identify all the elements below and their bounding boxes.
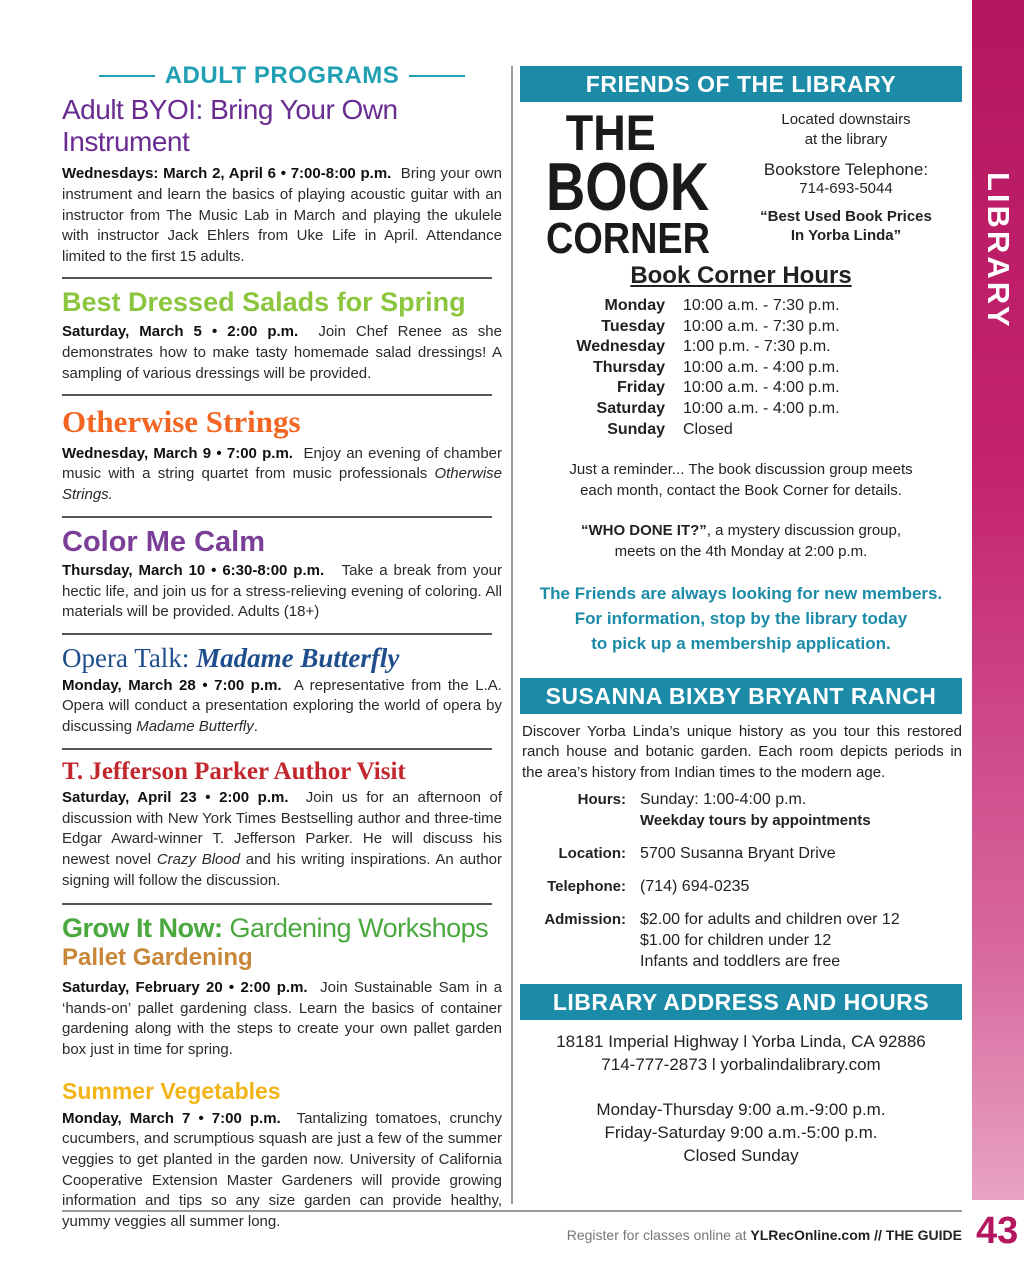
hours-day: Wednesday: [576, 338, 665, 356]
library-info-column: [520, 66, 962, 1167]
ranch-intro: Discover Yorba Linda’s unique history as you tour this restored ranch house and botanic garden. Each room depicts periods in the area’s history from Indian times to the modern age.: [522, 722, 962, 781]
ranch-row-admission: [520, 909, 962, 972]
book-corner-info: [730, 110, 962, 258]
event-when: Wednesdays: March 2, April 6 • 7:00-8:00 p.m.: [62, 165, 392, 183]
event-body-italic: Madame Butterfly: [136, 717, 254, 735]
ranch-value: [640, 789, 871, 831]
event-best-dressed-salads: [62, 287, 502, 384]
event-body-italic: Otherwise Strings.: [62, 465, 502, 503]
address-line: 18181 Imperial Highway l Yorba Linda, CA 92886: [556, 1032, 926, 1052]
divider: [62, 633, 492, 635]
ranch-value-line: $1.00 for children under 12: [640, 932, 832, 950]
workshop-description: [62, 1109, 502, 1233]
reminder-line: each month, contact the Book Corner for details.: [580, 481, 902, 499]
ranch-value-bold: Weekday tours by appointments: [640, 812, 871, 830]
garden-title: [62, 913, 502, 944]
event-adult-byoi: [62, 94, 502, 267]
hours-row: [520, 358, 962, 379]
ranch-key: Telephone:: [547, 878, 626, 896]
hours-day: Monday: [604, 297, 665, 314]
logo-line: CORNER: [546, 213, 710, 263]
ranch-value-line: 5700 Susanna Bryant Drive: [640, 845, 836, 863]
hours-time: 10:00 a.m. - 4:00 p.m.: [683, 399, 840, 417]
hours-time: 1:00 p.m. - 7:30 p.m.: [683, 338, 831, 356]
logo-line: BOOK: [546, 149, 710, 225]
hours-row: [520, 399, 962, 420]
side-tab-label: LIBRARY: [981, 172, 1016, 330]
event-title: Otherwise Strings: [62, 404, 301, 440]
divider: [62, 903, 492, 905]
friends-message-line: For information, stop by the library today: [574, 608, 908, 628]
workshop-when: Saturday, February 20 • 2:00 p.m.: [62, 978, 308, 996]
ranch-value-line: $2.00 for adults and children over 12: [640, 911, 900, 929]
tagline: “Best Used Book Prices: [760, 208, 932, 225]
hours-row: [520, 317, 962, 338]
hours-time: 10:00 a.m. - 4:00 p.m.: [683, 358, 840, 376]
event-when: Saturday, April 23 • 2:00 p.m.: [62, 789, 289, 807]
section-title: ADULT PROGRAMS: [164, 62, 400, 89]
library-hours-line: Friday-Saturday 9:00 a.m.-5:00 p.m.: [604, 1123, 878, 1143]
ranch-key: Admission:: [544, 911, 626, 929]
event-title-prefix: Opera Talk:: [62, 642, 197, 673]
hours-day: Saturday: [596, 399, 665, 417]
address-line: 714-777-2873 l yorbalindalibrary.com: [601, 1055, 881, 1075]
event-title: Color Me Calm: [62, 525, 266, 558]
adult-programs-column: [62, 62, 502, 1232]
book-corner-block: [520, 105, 962, 263]
divider: [62, 516, 492, 518]
bookstore-label: Bookstore Telephone:: [763, 160, 929, 179]
event-when: Monday, March 28 • 7:00 p.m.: [62, 676, 282, 694]
library-address: [520, 1030, 962, 1076]
event-description: [62, 444, 502, 506]
ranch-row-hours: [520, 789, 962, 831]
hours-day: Sunday: [607, 420, 665, 438]
header-rule-left: [99, 75, 155, 77]
garden-title-bold: Grow It Now:: [62, 913, 223, 944]
event-when: Wednesday, March 9 • 7:00 p.m.: [62, 444, 293, 462]
event-opera-talk: [62, 643, 502, 738]
location-line: at the library: [804, 131, 888, 148]
address-band: LIBRARY ADDRESS AND HOURS: [520, 984, 962, 1020]
event-title-italic: Madame Butterfly: [196, 642, 400, 673]
event-description: [62, 676, 502, 738]
page-number: 43: [976, 1210, 1019, 1252]
event-description: [62, 788, 502, 891]
divider: [62, 748, 492, 750]
hours-row: [520, 337, 962, 358]
event-body: A representative from the L.A. Opera will conduct a presentation exploring the world of opera by discussing: [62, 676, 502, 735]
friends-band: FRIENDS OF THE LIBRARY: [520, 66, 962, 102]
event-when: Saturday, March 5 • 2:00 p.m.: [62, 323, 299, 341]
gardening-workshops: [62, 913, 502, 1232]
event-body-end: .: [253, 717, 258, 735]
footer-rule: [62, 1210, 962, 1212]
event-author-visit: [62, 758, 502, 892]
hours-list: [520, 296, 962, 440]
ranch-row-telephone: [520, 876, 962, 897]
event-otherwise-strings: [62, 404, 502, 505]
hours-title: Book Corner Hours: [630, 262, 852, 289]
event-title: [62, 643, 502, 674]
ranch-value-line: Sunday: 1:00-4:00 p.m.: [640, 791, 807, 809]
event-body-italic: Crazy Blood: [156, 851, 241, 869]
footer-guide: THE GUIDE: [885, 1227, 962, 1243]
book-corner-logo: [520, 105, 730, 263]
header-rule-right: [409, 75, 465, 77]
hours-day: Thursday: [592, 358, 665, 376]
event-title: Best Dressed Salads for Spring: [62, 287, 466, 318]
library-hours-line: Closed Sunday: [683, 1146, 799, 1166]
footer-site[interactable]: YLRecOnline.com: [750, 1227, 871, 1243]
reminder-line: Just a reminder... The book discussion group meets: [569, 461, 913, 479]
hours-row: [520, 296, 962, 317]
event-body: Take a break from your hectic life, and join us for a stress-relieving evening of coloring. All materials will be provided. Adults (18+): [62, 561, 503, 621]
reminder: [520, 460, 962, 501]
mystery-name: “WHO DONE IT?”: [580, 522, 707, 540]
hours-day: Friday: [616, 379, 665, 397]
column-divider: [511, 66, 513, 1204]
bookstore-phone: 714-693-5044: [799, 180, 893, 197]
ranch-value-line: Infants and toddlers are free: [640, 953, 841, 971]
footer-text: Register for classes online at: [566, 1227, 751, 1243]
event-description: [62, 164, 502, 267]
event-body-end: and his writing inspirations. An author signing will follow the discussion.: [62, 851, 502, 889]
friends-message-line: to pick up a membership application.: [591, 633, 891, 653]
friends-message: [520, 581, 962, 656]
event-color-me-calm: [62, 526, 502, 623]
hours-row: [520, 378, 962, 399]
mystery-group: [520, 521, 962, 562]
ranch-value-line: (714) 694-0235: [640, 878, 750, 896]
hours-time: 10:00 a.m. - 7:30 p.m.: [683, 317, 840, 335]
event-body: Enjoy an evening of chamber music with a string quartet from music professionals: [62, 444, 502, 483]
ranch-key: Hours:: [577, 791, 626, 809]
event-body: Join us for an afternoon of discussion with New York Times Bestselling author and three-time Edgar Award-winner T. Jefferson Parker. He will discuss his newest novel: [62, 789, 502, 869]
hours-title-wrap: [520, 262, 962, 290]
section-header: [62, 62, 502, 90]
location-line: Located downstairs: [781, 111, 911, 128]
workshop-description: [62, 978, 502, 1060]
hours-day: Tuesday: [601, 317, 665, 335]
workshop-title: Pallet Gardening: [62, 944, 253, 972]
garden-title-rest: Gardening Workshops: [222, 913, 489, 944]
event-body: Bring your own instrument and learn the basics of playing acoustic guitar with an instructor from The Music Lab in March and playing the ukulele with instructor Jack Ehlers from Uke Life in April. Attendance limited to the first 15 adults.: [62, 165, 502, 265]
event-body: Join Chef Renee as she demonstrates how to make tasty homemade salad dressings! A sampling of various dressings will be provided.: [62, 323, 502, 382]
hours-time: 10:00 a.m. - 4:00 p.m.: [683, 379, 840, 397]
event-description: [62, 322, 502, 384]
logo-line: THE: [565, 105, 656, 161]
event-when: Thursday, March 10 • 6:30-8:00 p.m.: [62, 561, 325, 579]
workshop-body: Join Sustainable Sam in a ‘hands-on’ pallet gardening class. Learn the basics of container gardening along with the steps to create your own pallet garden box just in time for spring.: [62, 978, 502, 1058]
mystery-line: meets on the 4th Monday at 2:00 p.m.: [614, 542, 868, 560]
ranch-row-location: [520, 843, 962, 864]
ranch-value: [640, 909, 900, 972]
divider: [62, 394, 492, 396]
hours-time: 10:00 a.m. - 7:30 p.m.: [683, 297, 840, 314]
workshop-body: Tantalizing tomatoes, crunchy cucumbers, and scrumptious squash are just a few of the summer veggies to get planted in the garden now. University of California Cooperative Extension Master Gardeners will provide growing information and tips so any size garden can provide healthy, yummy veggies all summer long.: [62, 1109, 502, 1230]
workshop-title: Summer Vegetables: [62, 1078, 281, 1105]
ranch-band: SUSANNA BIXBY BRYANT RANCH: [520, 678, 962, 714]
tagline: In Yorba Linda”: [790, 227, 902, 244]
library-hours-line: Monday-Thursday 9:00 a.m.-9:00 p.m.: [596, 1100, 886, 1120]
hours-row: [520, 420, 962, 441]
divider: [62, 277, 492, 279]
event-title: Adult BYOI: Bring Your Own Instrument: [62, 94, 398, 158]
footer: [567, 1227, 962, 1243]
footer-slashes: //: [870, 1227, 886, 1243]
event-description: [62, 561, 502, 623]
library-hours: [520, 1098, 962, 1167]
ranch-details: [520, 789, 962, 972]
mystery-rest: , a mystery discussion group,: [706, 522, 902, 540]
friends-message-line: The Friends are always looking for new members.: [539, 583, 943, 603]
ranch-key: Location:: [558, 845, 626, 863]
mystery-line: [520, 521, 962, 542]
hours-time: Closed: [683, 420, 733, 438]
workshop-when: Monday, March 7 • 7:00 p.m.: [62, 1109, 281, 1127]
event-title: T. Jefferson Parker Author Visit: [62, 757, 406, 785]
